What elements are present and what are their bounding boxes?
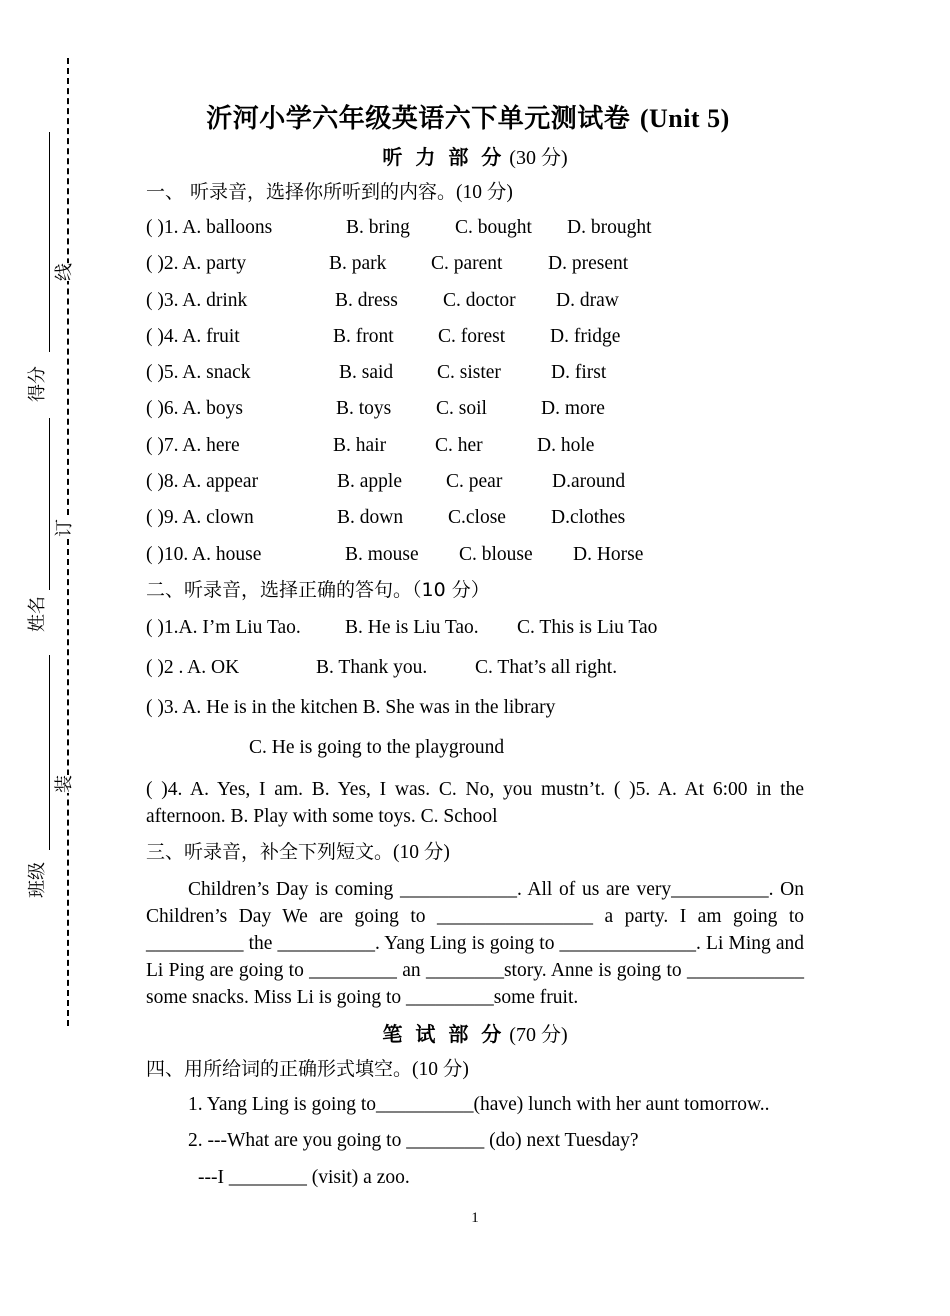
question-row: C. He is going to the playground	[249, 736, 505, 758]
question-row: ( )1. A. balloons B. bring C. bought D. brought	[146, 217, 652, 238]
question-row-4-5: ( )4. A. Yes, I am. B. Yes, I was. C. No, you mustn’t. ( )5. A. At 6:00 in the afternoon. B. Play with some toys. C. School	[146, 778, 804, 827]
title-unit: (Unit 5)	[639, 104, 730, 133]
section-4-title: 四、用所给词的正确形式填空。(10 分)	[146, 1057, 469, 1080]
binding-dashed-line	[67, 58, 69, 1026]
section-1-questions	[146, 210, 804, 573]
exam-content	[146, 98, 804, 1196]
cut-label-staple: 装	[54, 775, 75, 793]
listening-header-label: 听 力 部 分	[382, 145, 505, 169]
cut-label-bind: 订	[54, 519, 75, 537]
question-row: ( )5. A. snack B. said C. sister D. first	[146, 362, 607, 384]
question-row: ( )2 . A. OK B. Thank you. C. That’s all right.	[146, 656, 618, 678]
listening-header	[146, 140, 804, 174]
title-chinese: 沂河小学六年级英语六下单元测试卷	[206, 104, 631, 134]
score-label: 得分	[27, 366, 48, 402]
name-label: 姓名	[27, 596, 48, 632]
class-label: 班级	[27, 862, 48, 898]
fill-item: 1. Yang Ling is going to__________(have) lunch with her aunt tomorrow..	[188, 1093, 770, 1115]
question-row: ( )4. A. fruit B. front C. forest D. fridge	[146, 325, 621, 347]
writing-header-label: 笔 试 部 分	[382, 1021, 505, 1046]
question-row: ( )9. A. clown B. down C.close D.clothes	[146, 507, 626, 529]
writing-header	[146, 1017, 804, 1051]
question-row: ( )1.A. I’m Liu Tao. B. He is Liu Tao. C. This is Liu Tao	[146, 616, 658, 638]
question-row: ( )10. A. house B. mouse C. blouse D. Horse	[146, 543, 644, 565]
question-row: ( )6. A. boys B. toys C. soil D. more	[146, 398, 605, 420]
cut-label-line: 线	[54, 263, 75, 281]
section-1-title: 一、 听录音，选择你所听到的内容。(10 分)	[146, 181, 513, 203]
question-row: ( )3. A. drink B. dress C. doctor D. draw	[146, 289, 619, 311]
listening-header-score: (30 分)	[509, 147, 568, 169]
section-2-title: 二、听录音，选择正确的答句。（10 分）	[146, 578, 490, 601]
score-line	[49, 132, 50, 352]
page-number: 1	[471, 1210, 479, 1226]
page-title	[132, 98, 804, 140]
question-row: ( )3. A. He is in the kitchen B. She was in the library	[146, 696, 556, 718]
class-line	[49, 655, 50, 850]
cloze-passage: Children’s Day is coming ____________. All of us are very__________. On Children’s Day We are going to ________________ a party. I am going to __________ the __________. Yang Ling is going to ______________. Li Ming and Li Ping are going to _________ an ________story. Anne is going to ____________ some snacks. Miss Li is going to _________some fruit.	[146, 878, 804, 1008]
fill-item: 2. ---What are you going to ________ (do) next Tuesday?	[188, 1130, 639, 1152]
name-line	[49, 418, 50, 590]
writing-header-score: (70 分)	[509, 1023, 568, 1046]
question-row: ( )8. A. appear B. apple C. pear D.around	[146, 471, 626, 493]
question-row: ( )2. A. party B. park C. parent D. present	[146, 253, 629, 275]
fill-item: ---I ________ (visit) a zoo.	[198, 1166, 410, 1188]
section-3-title: 三、听录音，补全下列短文。(10 分)	[146, 840, 450, 863]
question-row: ( )7. A. here B. hair C. her D. hole	[146, 434, 595, 456]
